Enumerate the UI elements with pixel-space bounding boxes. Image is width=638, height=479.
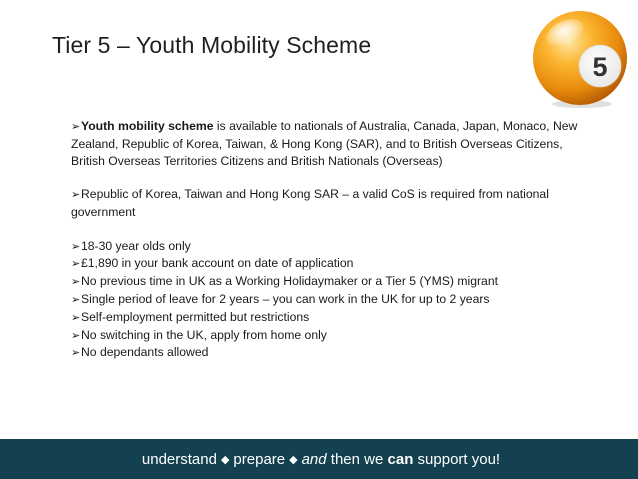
tagline-support: support you! [417, 450, 501, 468]
content-body [71, 118, 581, 362]
list-item-text: No dependants allowed [81, 345, 209, 360]
list-item-text: No previous time in UK as a Working Holidaymaker or a Tier 5 (YMS) migrant [81, 274, 498, 289]
bullet-arrow-icon: ➢ [71, 240, 81, 253]
footer-tagline [142, 451, 500, 468]
list-item-text: 18-30 year olds only [81, 238, 191, 253]
tagline-can: can [387, 450, 414, 468]
slide-title: Tier 5 – Youth Mobility Scheme [52, 32, 372, 58]
paragraph-cos [71, 186, 581, 221]
tagline-prepare: prepare [233, 450, 286, 468]
diamond-separator-icon: ◆ [289, 453, 298, 466]
tagline-understand: understand [141, 450, 217, 468]
list-item-text: No switching in the UK, apply from home only [81, 327, 327, 342]
tagline-then-we: then we [330, 450, 384, 468]
list-item-text: £1,890 in your bank account on date of application [81, 256, 354, 271]
tagline-and: and [301, 450, 327, 468]
nationals-text: is available to nationals of Australia, Canada, Japan, Monaco, New Zealand, Republic of Korea, Taiwan, & Hong Kong (SAR), and to British Overseas Citizens, British Overseas Territories Citizens and British Nationals (Overseas) [71, 119, 578, 168]
paragraph-nationals [71, 118, 581, 169]
list-item [71, 327, 581, 345]
bullet-arrow-icon: ➢ [71, 347, 81, 360]
list-item [71, 255, 581, 273]
list-item-text: Self-employment permitted but restrictions [81, 309, 310, 324]
bullet-arrow-icon: ➢ [71, 293, 81, 306]
footer-bar [0, 439, 638, 479]
requirements-list [71, 238, 581, 363]
list-item [71, 273, 581, 291]
bullet-arrow-icon: ➢ [71, 121, 81, 133]
list-item [71, 238, 581, 256]
bullet-arrow-icon: ➢ [71, 276, 81, 289]
badge-number: 5 [592, 52, 608, 82]
list-item [71, 309, 581, 327]
bullet-arrow-icon: ➢ [71, 189, 81, 202]
bullet-arrow-icon: ➢ [71, 258, 81, 271]
list-item [71, 291, 581, 309]
list-item [71, 344, 581, 362]
scheme-name: Youth mobility scheme [81, 119, 214, 133]
list-item-text: Single period of leave for 2 years – you can work in the UK for up to 2 years [81, 291, 490, 306]
bullet-arrow-icon: ➢ [71, 311, 81, 324]
diamond-separator-icon: ◆ [220, 453, 230, 466]
number-five-ball-icon [527, 5, 633, 111]
cos-text: Republic of Korea, Taiwan and Hong Kong SAR – a valid CoS is required from national government [71, 187, 549, 219]
bullet-arrow-icon: ➢ [71, 329, 81, 342]
